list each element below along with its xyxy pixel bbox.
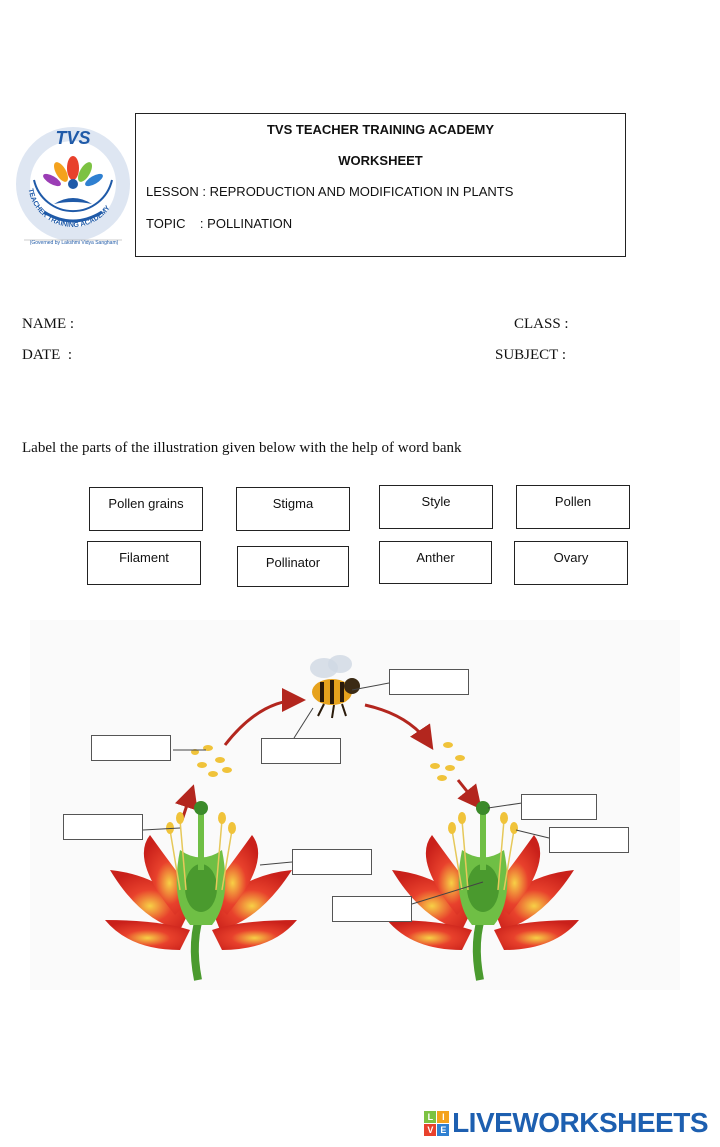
answer-box-pollinator[interactable] (389, 669, 469, 695)
word-pollen-grains[interactable]: Pollen grains (89, 487, 203, 531)
worksheet-title: WORKSHEET (338, 153, 423, 168)
answer-box-anther[interactable] (63, 814, 143, 840)
liveworksheets-logo-icon: L I V E (424, 1111, 449, 1136)
svg-text:TVS: TVS (55, 128, 91, 148)
class-label: CLASS : (514, 316, 569, 332)
answer-box-style[interactable] (549, 827, 629, 853)
name-label: NAME : (22, 316, 75, 332)
answer-input-8[interactable] (333, 897, 411, 921)
word-stigma[interactable]: Stigma (236, 487, 350, 531)
svg-text:TEACHER TRAINING ACADEMY: TEACHER TRAINING ACADEMY (26, 188, 112, 230)
liveworksheets-brand (424, 1107, 708, 1139)
answer-box-filament[interactable] (292, 849, 372, 875)
word-pollen[interactable]: Pollen (516, 485, 630, 529)
subject-label: SUBJECT : (495, 347, 566, 363)
lesson-line: LESSON : REPRODUCTION AND MODIFICATION IN PLANTS (146, 184, 514, 199)
answer-input-2[interactable] (92, 736, 170, 760)
brand-text: LIVEWORKSHEETS (452, 1107, 708, 1138)
answer-input-3[interactable] (262, 739, 340, 763)
answer-box-pollen-grains[interactable] (91, 735, 171, 761)
topic-line: TOPIC : POLLINATION (146, 216, 293, 231)
answer-box-stigma[interactable] (521, 794, 597, 820)
word-style[interactable]: Style (379, 485, 493, 529)
answer-input-6[interactable] (550, 828, 628, 852)
date-label: DATE : (22, 347, 72, 363)
answer-input-5[interactable] (64, 815, 142, 839)
academy-title: TVS TEACHER TRAINING ACADEMY (266, 122, 495, 137)
academy-logo (14, 122, 132, 252)
logo-subtitle: (Governed by Lakshmi Vidya Sangham) (29, 240, 119, 246)
answer-input-1[interactable] (390, 670, 468, 694)
worksheet-header (135, 113, 626, 257)
answer-box-ovary[interactable] (332, 896, 412, 922)
word-filament[interactable]: Filament (87, 541, 201, 585)
word-anther[interactable]: Anther (379, 541, 492, 584)
answer-box-pollen[interactable] (261, 738, 341, 764)
word-pollinator[interactable]: Pollinator (237, 546, 349, 587)
instruction-text: Label the parts of the illustration given below with the help of word bank (22, 440, 462, 456)
answer-input-4[interactable] (522, 795, 596, 819)
answer-input-7[interactable] (293, 850, 371, 874)
word-ovary[interactable]: Ovary (514, 541, 628, 585)
